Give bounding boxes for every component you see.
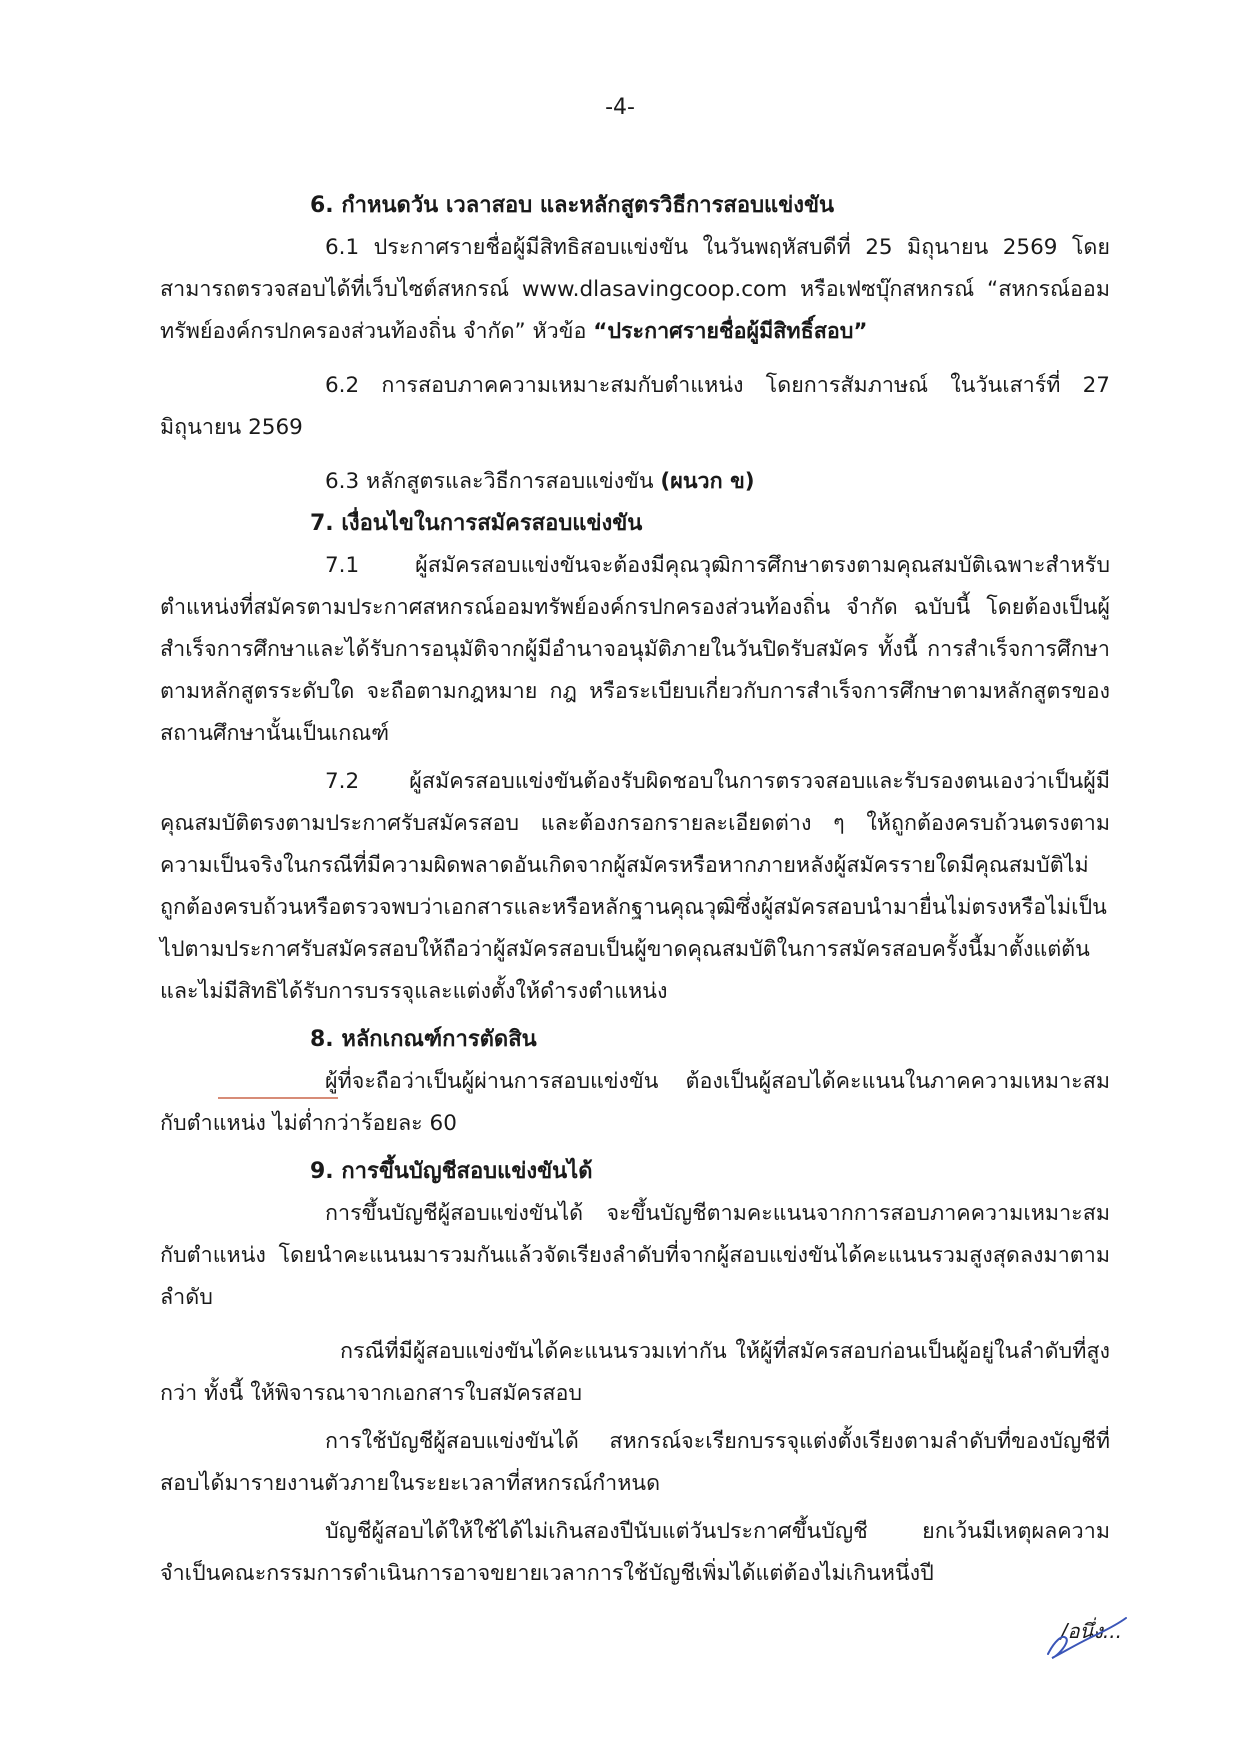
section-6-heading: 6. กำหนดวัน เวลาสอบ และหลักสูตรวิธีการสอบแข่งขัน <box>310 193 835 218</box>
pen-mark-line <box>218 1097 338 1099</box>
section-9-para-3: การใช้บัญชีผู้สอบแข่งขันได้ สหกรณ์จะเรียกบรรจุแต่งตั้งเรียงตามลำดับที่ของบัญชีที่สอบได้มารายงานตัวภายในระยะเวลาที่สหกรณ์กำหนด <box>160 1429 1110 1496</box>
section-7-2: 7.2 ผู้สมัครสอบแข่งขันต้องรับผิดชอบในการตรวจสอบและรับรองตนเองว่าเป็นผู้มีคุณสมบัติตรงตามประกาศรับสมัครสอบ และต้องกรอกรายละเอียดต่าง ๆ ให้ถูกต้องครบถ้วนตรงตามความเป็นจริงในกรณีที่มีความผิดพลาดอันเกิดจากผู้สมัครหรือหากภายหลังผู้สมัครรายใดมีคุณสมบัติไม่ถูกต้องครบถ้วนหรือตรวจพบว่าเอกสารและหรือหลักฐานคุณวุฒิซึ่งผู้สมัครสอบนำมายื่นไม่ตรงหรือไม่เป็นไปตามประกาศรับสมัครสอบให้ถือว่าผู้สมัครสอบเป็นผู้ขาดคุณสมบัติในการสมัครสอบครั้งนี้มาตั้งแต่ต้นและไม่มีสิทธิได้รับการบรรจุและแต่งตั้งให้ดำรงตำแหน่ง <box>160 769 1110 1004</box>
section-6-2: 6.2 การสอบภาคความเหมาะสมกับตำแหน่ง โดยการสัมภาษณ์ ในวันเสาร์ที่ 27 มิถุนายน 2569 <box>160 373 1110 440</box>
section-9-para-2: กรณีที่มีผู้สอบแข่งขันได้คะแนนรวมเท่ากัน ให้ผู้ที่สมัครสอบก่อนเป็นผู้อยู่ในลำดับที่สูงกว่า ทั้งนี้ ให้พิจารณาจากเอกสารใบสมัครสอบ <box>160 1339 1110 1406</box>
section-9-para-4: บัญชีผู้สอบได้ให้ใช้ได้ไม่เกินสองปีนับแต่วันประกาศขึ้นบัญชี ยกเว้นมีเหตุผลความจำเป็นคณะกรรมการดำเนินการอาจขยายเวลาการใช้บัญชีเพิ่มได้แต่ต้องไม่เกินหนึ่งปี <box>160 1519 1110 1586</box>
section-7-heading: 7. เงื่อนไขในการสมัครสอบแข่งขัน <box>310 511 643 536</box>
continued-next-page: /อนึ่ง... <box>1060 1619 1122 1643</box>
section-6-1-text: 6.1 ประกาศรายชื่อผู้มีสิทธิสอบแข่งขัน ในวันพฤหัสบดีที่ 25 มิถุนายน 2569 โดยสามารถตรวจสอบได้ที่เว็บไซต์สหกรณ์ www.dlasavingcoop.com หรือเฟซบุ๊กสหกรณ์ “สหกรณ์ออมทรัพย์องค์กรปกครองส่วนท้องถิ่น จำกัด” หัวข้อ <box>160 235 1110 344</box>
section-7-1: 7.1 ผู้สมัครสอบแข่งขันจะต้องมีคุณวุฒิการศึกษาตรงตามคุณสมบัติเฉพาะสำหรับตำแหน่งที่สมัครตามประกาศสหกรณ์ออมทรัพย์องค์กรปกครองส่วนท้องถิ่น จำกัด ฉบับนี้ โดยต้องเป็นผู้สำเร็จการศึกษาและได้รับการอนุมัติจากผู้มีอำนาจอนุมัติภายในวันปิดรับสมัคร ทั้งนี้ การสำเร็จการศึกษาตามหลักสูตรระดับใด จะถือตามกฎหมาย กฎ หรือระเบียบเกี่ยวกับการสำเร็จการศึกษาตามหลักสูตรของสถานศึกษานั้นเป็นเกณฑ์ <box>160 553 1110 746</box>
section-6-3-annex: (ผนวก ข) <box>660 469 755 494</box>
section-8-text: ผู้ที่จะถือว่าเป็นผู้ผ่านการสอบแข่งขัน ต้องเป็นผู้สอบได้คะแนนในภาคความเหมาะสมกับตำแหน่ง ไม่ต่ำกว่าร้อยละ 60 <box>160 1069 1110 1136</box>
signature-icon-drawing <box>1040 1612 1130 1662</box>
section-9-heading: 9. การขึ้นบัญชีสอบแข่งขันได้ <box>310 1159 593 1184</box>
section-6-3 <box>160 461 1110 503</box>
page-number: -4- <box>605 95 635 120</box>
section-9-para-1: การขึ้นบัญชีผู้สอบแข่งขันได้ จะขึ้นบัญชีตามคะแนนจากการสอบภาคความเหมาะสมกับตำแหน่ง โดยนำคะแนนมารวมกันแล้วจัดเรียงลำดับที่จากผู้สอบแข่งขันได้คะแนนรวมสูงสุดลงมาตามลำดับ <box>160 1201 1110 1310</box>
signature-icon <box>1040 1612 1130 1666</box>
section-6-1 <box>160 227 1110 353</box>
document-body <box>160 185 1110 1595</box>
section-6-3-text: 6.3 หลักสูตรและวิธีการสอบแข่งขัน <box>325 469 661 494</box>
section-6-1-title: “ประกาศรายชื่อผู้มีสิทธิ์สอบ” <box>593 319 868 344</box>
section-8-heading: 8. หลักเกณฑ์การตัดสิน <box>310 1027 537 1052</box>
